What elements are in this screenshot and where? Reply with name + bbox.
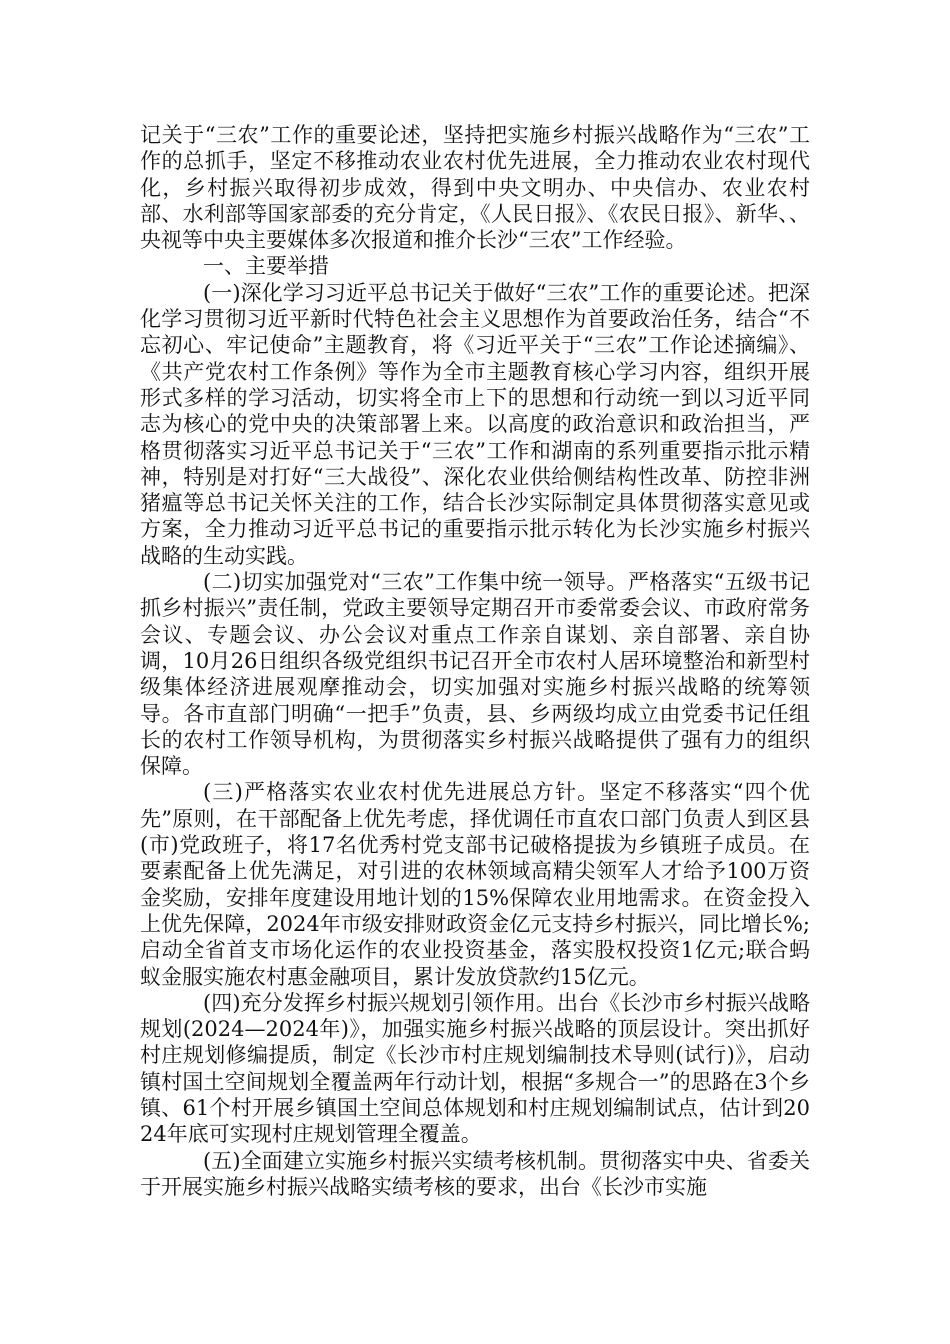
paragraph-measure-2: (二)切实加强党对“三农”工作集中统一领导。严格落实“五级书记抓乡村振兴”责任制，党政主要领导定期召开市委常委会议、市政府常务会议、专题会议、办公会议对重点工作亲自谋划、亲自部署、亲自协调，10月26日组织各级党组织书记召开全市农村人居环境整治和新型村级集体经济进展观摩推动会，切实加强对实施乡村振兴战略的统筹领导。各市直部门明确“一把手”负责，县、乡两级均成立由党委书记任组长的农村工作领导机构，为贯彻落实乡村振兴战略提供了强有力的组织保障。 [140,570,810,779]
document-page [140,122,810,1200]
paragraph-intro: 记关于“三农”工作的重要论述，坚持把实施乡村振兴战略作为“三农”工作的总抓手，坚定不移推动农业农村优先进展，全力推动农业农村现代化，乡村振兴取得初步成效，得到中央文明办、中央信办、农业农村部、水利部等国家部委的充分肯定，《人民日报》、《农民日报》、新华、、央视等中央主要媒体多次报道和推介长沙“三农”工作经验。 [140,123,810,253]
paragraph-measure-1: (一)深化学习习近平总书记关于做好“三农”工作的重要论述。把深化学习贯彻习近平新时代特色社会主义思想作为首要政治任务，结合“不忘初心、牢记使命”主题教育，将《习近平关于“三农”工作论述摘编》、《共产党农村工作条例》等作为全市主题教育核心学习内容，组织开展形式多样的学习活动，切实将全市上下的思想和行动统一到以习近平同志为核心的党中央的决策部署上来。以高度的政治意识和政治担当，严格贯彻落实习近平总书记关于“三农”工作和湖南的系列重要指示批示精神，特别是对打好“三大战役”、深化农业供给侧结构性改革、防控非洲猪瘟等总书记关怀关注的工作，结合长沙实际制定具体贯彻落实意见或方案，全力推动习近平总书记的重要指示批示转化为长沙实施乡村振兴战略的生动实践。 [140,280,810,568]
section-heading-main-measures: 一、主要举措 [203,254,329,279]
paragraph-measure-4: (四)充分发挥乡村振兴规划引领作用。出台《长沙市乡村振兴战略规划(2024—2024年)》，加强实施乡村振兴战略的顶层设计。突出抓好村庄规划修编提质，制定《长沙市村庄规划编制技术导则(试行)》，启动镇村国土空间规划全覆盖两年行动计划，根据“多规合一”的思路在3个乡镇、61个村开展乡镇国土空间总体规划和村庄规划编制试点，估计到2024年底可实现村庄规划管理全覆盖。 [140,990,810,1147]
paragraph-measure-5: (五)全面建立实施乡村振兴实绩考核机制。贯彻落实中央、省委关于开展实施乡村振兴战略实绩考核的要求，出台《长沙市实施 [140,1148,810,1199]
paragraph-measure-3: (三)严格落实农业农村优先进展总方针。坚定不移落实“四个优先”原则，在干部配备上优先考虑，择优调任市直农口部门负责人到区县(市)党政班子，将17名优秀村党支部书记破格提拔为乡镇班子成员。在要素配备上优先满足，对引进的农林领域高精尖领军人才给予100万资金奖励，安排年度建设用地计划的15%保障农业用地需求。在资金投入上优先保障，2024年市级安排财政资金亿元支持乡村振兴，同比增长%;启动全省首支市场化运作的农业投资基金，落实股权投资1亿元;联合蚂蚁金服实施农村惠金融项目，累计发放贷款约15亿元。 [140,780,810,989]
